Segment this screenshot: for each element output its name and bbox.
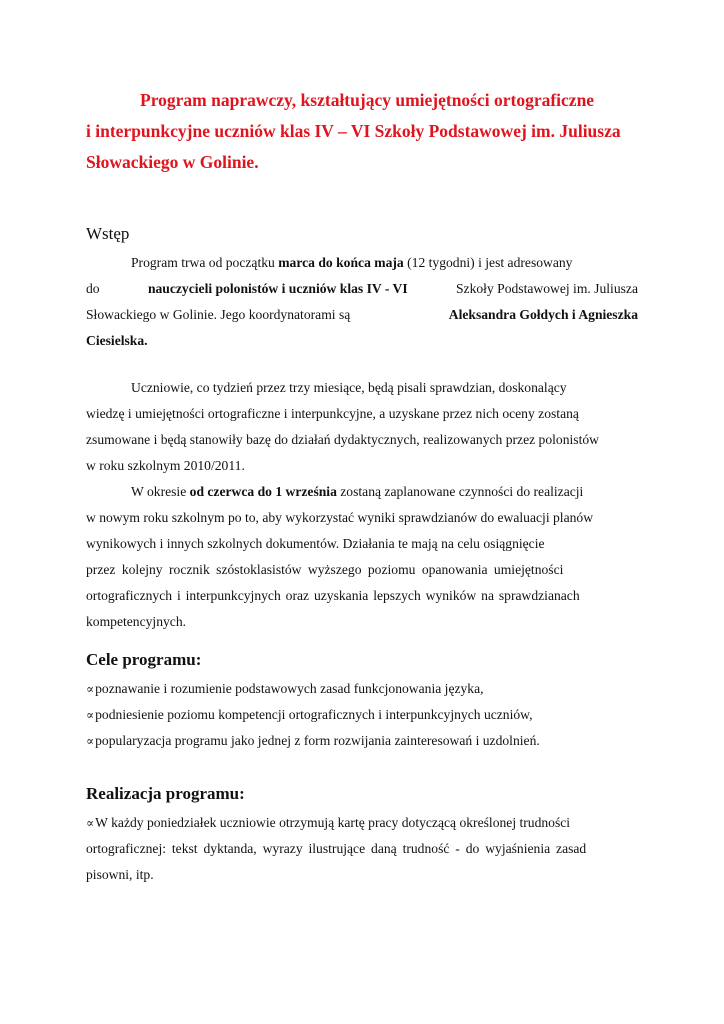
proportional-bullet-icon: ∝ [86,708,95,722]
proportional-bullet-icon: ∝ [86,734,95,748]
proportional-bullet-icon: ∝ [86,816,95,830]
list-item: ∝podniesienie poziomu kompetencji ortograficznych i interpunkcyjnych uczniów, [86,707,533,722]
intro-heading: Wstęp [86,224,130,243]
bold-audience: nauczycieli polonistów i uczniów klas IV - VI [147,281,408,296]
intro-paragraph-3: W okresie od czerwca do 1 września zostaną zaplanowane czynności do realizacji w nowym roku szkolnym po to, aby wykorzystać wyniki sprawdzianów do ewaluacji planów wynikowych i innych szkolnych dokumentów. Działania te mają na celu osiągnięcie przez kolejny rocznik szóstoklasistów wyższego poziomu opanowania umiejętności ortograficznych i interpunkcyjnych oraz uzyskania lepszych wyników na sprawdzianach kompetencyjnych. [86,484,594,629]
bold-coordinators-end: Ciesielska. [86,333,148,348]
document-title [86,85,646,178]
realization-paragraph: ∝W każdy poniedziałek uczniowie otrzymują kartę pracy dotyczącą określonej trudności ortograficznej: tekst dyktanda, wyrazy ilustrujące daną trudność - do wyjaśnienia zasad pisowni, itp. [86,815,587,882]
list-item: ∝poznawanie i rozumienie podstawowych zasad funkcjonowania języka, [86,681,484,696]
bold-dates: marca do końca maja [278,255,404,270]
bold-coordinators: Aleksandra Gołdych i Agnieszka [448,307,638,322]
goals-heading: Cele programu: [86,650,202,669]
bold-summer-period: od czerwca do 1 września [189,484,337,499]
list-item: ∝popularyzacja programu jako jednej z form rozwijania zainteresowań i uzdolnień. [86,733,540,748]
title-line-3: Słowackiego w Golinie. [86,152,259,172]
title-line-2: i interpunkcyjne uczniów klas IV – VI Szkoły Podstawowej im. Juliusza [86,121,621,141]
title-line-1: Program naprawczy, kształtujący umiejętności ortograficzne [140,90,595,110]
intro-paragraph-1: Program trwa od początku marca do końca maja (12 tygodni) i jest adresowany do nauczycieli polonistów i uczniów klas IV - VI Szkoły Podstawowej im. Juliusza Słowackiego w Golinie. Jego koordynatorami są Aleksandra Gołdych i Agnieszka Ciesielska. [86,255,638,348]
intro-paragraph-2: Uczniowie, co tydzień przez trzy miesiące, będą pisali sprawdzian, doskonalący wiedzę i umiejętności ortograficzne i interpunkcyjne, a uzyskane przez nich oceny zostaną zsumowane i będą stanowiły bazę do działań dydaktycznych, realizowanych przez polonistów w roku szkolnym 2010/2011. [86,380,599,473]
proportional-bullet-icon: ∝ [86,682,95,696]
goals-list [86,676,646,754]
realization-heading: Realizacja programu: [86,784,245,803]
